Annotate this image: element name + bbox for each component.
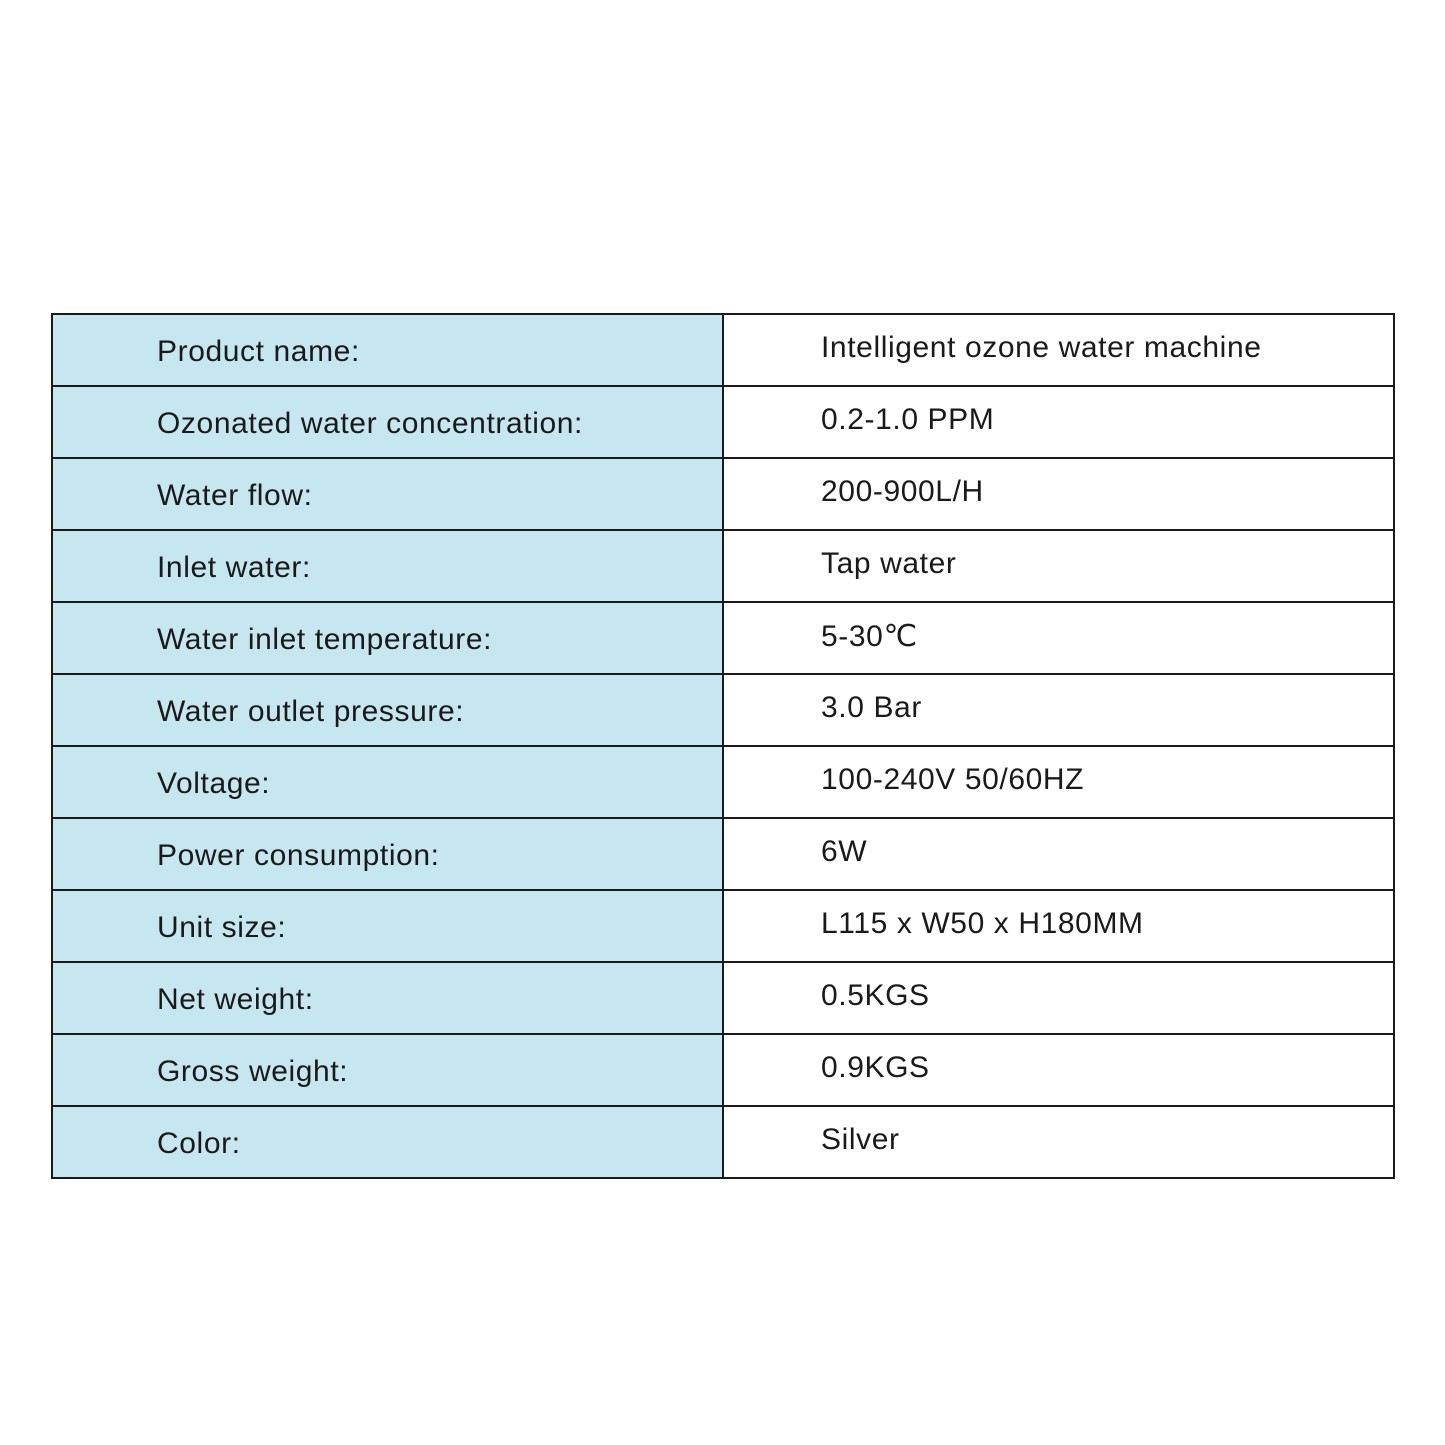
spec-value: 0.9KGS xyxy=(723,1034,1394,1106)
spec-value: 0.5KGS xyxy=(723,962,1394,1034)
spec-row-water-outlet-pressure xyxy=(52,674,1394,746)
spec-label: Power consumption: xyxy=(52,818,723,890)
spec-value: 3.0 Bar xyxy=(723,674,1394,746)
spec-row-color xyxy=(52,1106,1394,1178)
spec-value: 5-30℃ xyxy=(723,602,1394,674)
spec-label: Water outlet pressure: xyxy=(52,674,723,746)
spec-row-water-flow xyxy=(52,458,1394,530)
spec-row-water-inlet-temperature xyxy=(52,602,1394,674)
spec-label: Ozonated water concentration: xyxy=(52,386,723,458)
spec-label: Net weight: xyxy=(52,962,723,1034)
spec-label: Water inlet temperature: xyxy=(52,602,723,674)
spec-row-inlet-water xyxy=(52,530,1394,602)
spec-table-body xyxy=(52,314,1394,1178)
spec-label: Gross weight: xyxy=(52,1034,723,1106)
spec-label: Inlet water: xyxy=(52,530,723,602)
spec-label: Unit size: xyxy=(52,890,723,962)
spec-label: Product name: xyxy=(52,314,723,386)
spec-value: 100-240V 50/60HZ xyxy=(723,746,1394,818)
spec-row-ozonated-water-concentration xyxy=(52,386,1394,458)
spec-label: Water flow: xyxy=(52,458,723,530)
spec-value: 6W xyxy=(723,818,1394,890)
spec-value: 200-900L/H xyxy=(723,458,1394,530)
spec-value: 0.2-1.0 PPM xyxy=(723,386,1394,458)
spec-table xyxy=(51,313,1395,1179)
spec-value: Tap water xyxy=(723,530,1394,602)
spec-row-voltage xyxy=(52,746,1394,818)
spec-row-product-name xyxy=(52,314,1394,386)
spec-row-power-consumption xyxy=(52,818,1394,890)
spec-row-net-weight xyxy=(52,962,1394,1034)
spec-label: Voltage: xyxy=(52,746,723,818)
spec-value: Silver xyxy=(723,1106,1394,1178)
spec-row-gross-weight xyxy=(52,1034,1394,1106)
spec-value: L115 x W50 x H180MM xyxy=(723,890,1394,962)
spec-label: Color: xyxy=(52,1106,723,1178)
spec-value: Intelligent ozone water machine xyxy=(723,314,1394,386)
spec-row-unit-size xyxy=(52,890,1394,962)
